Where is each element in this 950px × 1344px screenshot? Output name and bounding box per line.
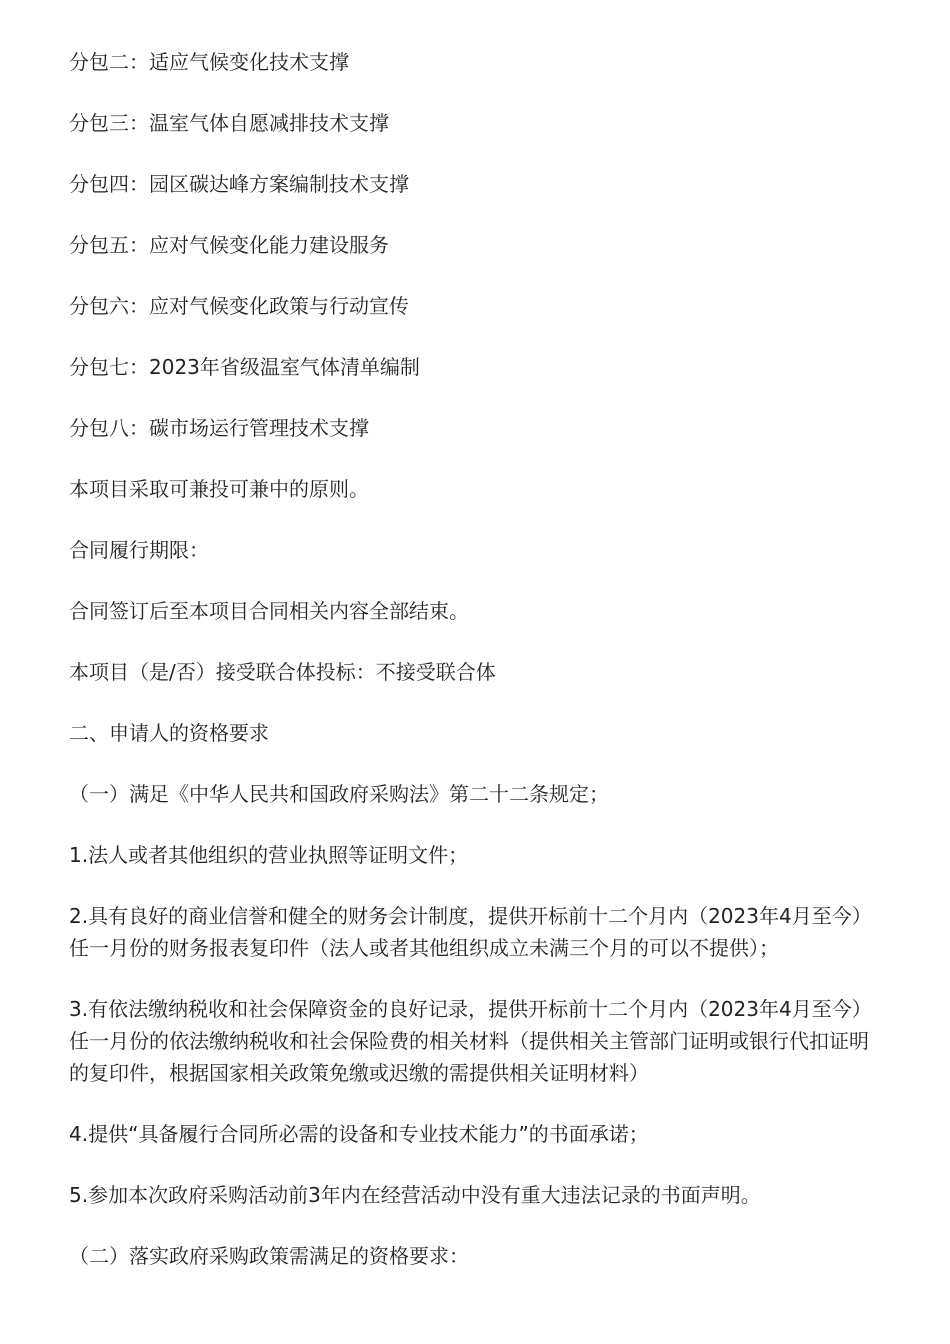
subpackage-5: 分包五：应对气候变化能力建设服务 <box>69 233 389 257</box>
section-heading-qualifications: 二、申请人的资格要求 <box>69 721 269 745</box>
contract-period-text: 合同签订后至本项目合同相关内容全部结束。 <box>69 599 469 623</box>
qualification-item-4: 4.提供“具备履行合同所必需的设备和专业技术能力”的书面承诺； <box>69 1122 649 1146</box>
subpackage-6: 分包六：应对气候变化政策与行动宣传 <box>69 294 409 318</box>
subpackage-8: 分包八：碳市场运行管理技术支撑 <box>69 416 369 440</box>
policy-qualification-heading: （二）落实政府采购政策需满足的资格要求： <box>69 1244 469 1268</box>
qualification-item-3: 3.有依法缴纳税收和社会保障资金的良好记录，提供开标前十二个月内（2023年4月至今）任一月份的依法缴纳税收和社会保险费的相关材料（提供相关主管部门证明或银行代扣证明的复印件，根据国家相关政策免缴或迟缴的需提供相关证明材料） <box>69 997 872 1085</box>
subpackage-7: 分包七：2023年省级温室气体清单编制 <box>69 355 420 379</box>
qualification-article-22: （一）满足《中华人民共和国政府采购法》第二十二条规定； <box>69 782 609 806</box>
subpackage-4: 分包四：园区碳达峰方案编制技术支撑 <box>69 172 409 196</box>
bidding-principle: 本项目采取可兼投可兼中的原则。 <box>69 477 369 501</box>
consortium-bidding: 本项目（是/否）接受联合体投标：不接受联合体 <box>69 660 496 684</box>
contract-period-label: 合同履行期限： <box>69 538 209 562</box>
qualification-item-2: 2.具有良好的商业信誉和健全的财务会计制度，提供开标前十二个月内（2023年4月至今）任一月份的财务报表复印件（法人或者其他组织成立未满三个月的可以不提供）； <box>69 904 872 960</box>
qualification-item-1: 1.法人或者其他组织的营业执照等证明文件； <box>69 843 469 867</box>
document-body <box>69 46 884 1301</box>
subpackage-2: 分包二：适应气候变化技术支撑 <box>69 50 349 74</box>
qualification-item-5: 5.参加本次政府采购活动前3年内在经营活动中没有重大违法记录的书面声明。 <box>69 1183 761 1207</box>
subpackage-3: 分包三：温室气体自愿减排技术支撑 <box>69 111 389 135</box>
